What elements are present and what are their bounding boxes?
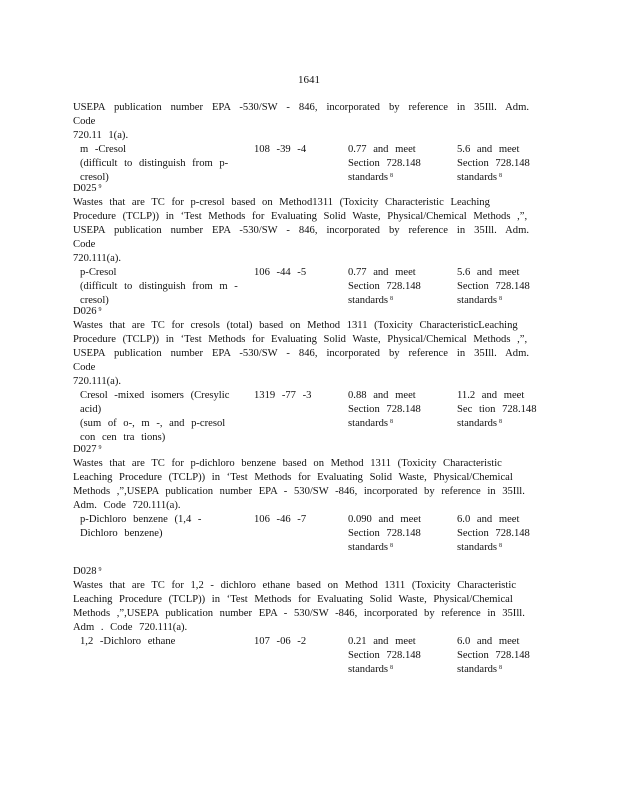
paragraph-line: 720.11 1(a).	[73, 130, 129, 141]
waste-section-d026	[73, 305, 537, 443]
substance-name: p-Dichloro benzene (1,4 - Dichloro benzene)	[80, 514, 202, 539]
footnote-ref: 8	[499, 296, 503, 302]
footnote-ref: 9	[98, 445, 102, 451]
footnote-ref: 8	[499, 419, 503, 425]
nonwastewater-standard: 5.6 and meet Section 728.148 standards $^8$	[457, 144, 530, 183]
wastewater-standard: 0.21 and meet Section 728.148 standards $^8$	[348, 636, 421, 675]
footnote-ref: 9	[98, 567, 102, 573]
wastewater-standard: 0.090 and meet Section 728.148 standards $^8$	[348, 514, 422, 553]
footnote-ref: 8	[390, 665, 394, 671]
substance-name: p-Cresol (difficult to distinguish from m - cresol)	[80, 267, 238, 306]
waste-section-d028	[73, 565, 530, 675]
cas-number: 108 -39 -4	[254, 144, 307, 155]
waste-code: D025 $^9$	[73, 183, 102, 194]
substance-name: 1,2 -Dichloro ethane	[80, 636, 176, 647]
waste-code: D026 $^9$	[73, 306, 102, 317]
nonwastewater-standard: 11.2 and meet Sec tion 728.148 standards $^8$	[457, 390, 537, 429]
cas-number: 107 -06 -2	[254, 636, 307, 647]
intro-paragraph	[73, 101, 529, 143]
waste-section-d027	[73, 443, 530, 553]
nonwastewater-standard: 6.0 and meet Section 728.148 standards $^8$	[457, 636, 530, 675]
waste-description: Wastes that are TC for 1,2 - dichloro ethane based on Method 1311 (Toxicity Characteristic Leaching Procedure (TCLP)) in ‘Test Methods for Evaluating Solid Waste, Physical/Chemical Methods ,”,USEPA publication number EPA - 530/SW -846, incorporated by reference in 35Ill. Adm . Code 720.111(a).	[73, 580, 525, 633]
footnote-ref: 8	[499, 173, 503, 179]
intro-block	[73, 101, 530, 183]
wastewater-standard: 0.77 and meet Section 728.148 standards $^8$	[348, 144, 421, 183]
waste-code: D027 $^9$	[73, 444, 102, 455]
cas-number: 106 -46 -7	[254, 514, 307, 525]
footnote-ref: 8	[499, 665, 503, 671]
page-number: 1641	[298, 74, 320, 86]
footnote-ref: 9	[98, 307, 102, 313]
footnote-ref: 8	[499, 543, 503, 549]
wastewater-standard: 0.88 and meet Section 728.148 standards $^8$	[348, 390, 421, 429]
substance-name: m -Cresol (difficult to distinguish from p- cresol)	[80, 144, 229, 183]
waste-description: Wastes that are TC for cresols (total) based on Method 1311 (Toxicity CharacteristicLeaching Procedure (TCLP)) in ‘Test Methods for Evaluating Solid Waste, Physical/Chemical Methods ,”, USEPA publication number EPA -530/SW - 846, incorporated by reference in 35Ill. Adm. Code 720.111(a).	[73, 320, 529, 387]
footnote-ref: 8	[390, 419, 394, 425]
waste-description: Wastes that are TC for p-dichloro benzene based on Method 1311 (Toxicity Characteristic Leaching Procedure (TCLP)) in ‘Test Methods for Evaluating Solid Waste, Physical/Chemical Methods ,”,USEPA publication number EPA - 530/SW -846, incorporated by reference in 35Ill. Adm. Code 720.111(a).	[73, 458, 525, 511]
waste-description: Wastes that are TC for p-cresol based on Method1311 (Toxicity Characteristic Leaching Procedure (TCLP)) in ‘Test Methods for Evaluating Solid Waste, Physical/Chemical Methods ,”, USEPA publication number EPA -530/SW - 846, incorporated by reference in 35Ill. Adm. Code 720.111(a).	[73, 197, 529, 264]
waste-section-d025	[73, 182, 530, 306]
paragraph-line: USEPA publication number EPA -530/SW - 846, incorporated by reference in 35Ill. Adm. Code	[73, 102, 529, 127]
nonwastewater-standard: 6.0 and meet Section 728.148 standards $^8$	[457, 514, 530, 553]
footnote-ref: 9	[98, 184, 102, 190]
nonwastewater-standard: 5.6 and meet Section 728.148 standards $^8$	[457, 267, 530, 306]
wastewater-standard: 0.77 and meet Section 728.148 standards $^8$	[348, 267, 421, 306]
footnote-ref: 8	[390, 173, 394, 179]
cas-number: 106 -44 -5	[254, 267, 307, 278]
footnote-ref: 8	[390, 296, 394, 302]
substance-name: Cresol -mixed isomers (Cresylic acid) (sum of o-, m -, and p-cresol con cen tra tions)	[80, 390, 230, 443]
footnote-ref: 8	[390, 543, 394, 549]
waste-code: D028 $^9$	[73, 566, 102, 577]
cas-number: 1319 -77 -3	[254, 390, 312, 401]
